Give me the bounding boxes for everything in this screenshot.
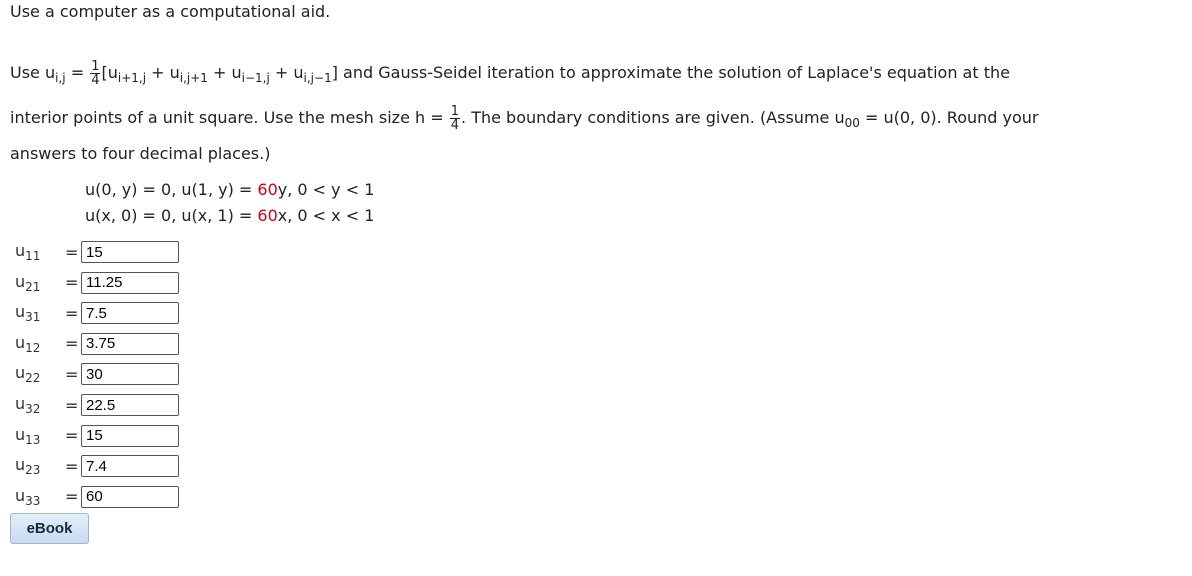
answer-input-u11[interactable]	[81, 241, 179, 263]
boundary-condition-2: u(x, 0) = 0, u(x, 1) = 60x, 0 < x < 1	[85, 206, 375, 225]
answer-input-u33[interactable]	[81, 486, 179, 508]
answer-row-u13	[15, 424, 179, 448]
variable-label: $u_{21}$	[15, 271, 41, 294]
answer-input-u21[interactable]	[81, 272, 179, 294]
equals-sign: =	[65, 456, 79, 476]
formula: $u_{i,j}$ = $\frac{1}{4}$ $[u_{i+1,j} + u_{i,j+1} + u_{i-1,j} + u_{i,j-1}]$	[44, 59, 338, 88]
answer-row-u22	[15, 362, 179, 386]
variable-label: $u_{13}$	[15, 424, 41, 447]
answer-row-u23	[15, 454, 179, 478]
answer-row-u31	[15, 301, 179, 325]
answer-input-u22[interactable]	[81, 363, 179, 385]
variable-label: $u_{32}$	[15, 394, 41, 416]
problem-line-1: Use $u_{i,j}$ = $\frac{1}{4}$ $[u_{i+1,j} + u_{i,j+1} + u_{i-1,j} + u_{i,j-1}]$ and Gauss-Seidel iteration to approximate the solution of Laplace's equation at the	[10, 59, 1010, 88]
boundary-condition-1: u(0, y) = 0, u(1, y) = 60y, 0 < y < 1	[85, 180, 375, 199]
variable-label: $u_{33}$	[15, 485, 41, 508]
equals-sign: =	[65, 242, 79, 262]
problem-line-3: answers to four decimal places.)	[10, 144, 271, 163]
answer-row-u32	[15, 393, 179, 417]
ebook-button[interactable]: eBook	[10, 513, 89, 544]
answer-input-u32[interactable]	[81, 394, 179, 416]
equals-sign: =	[65, 334, 79, 354]
answer-input-u12[interactable]	[81, 333, 179, 355]
variable-label: $u_{22}$	[15, 363, 41, 386]
answer-row-u33	[15, 485, 179, 509]
equals-sign: =	[65, 487, 79, 507]
equals-sign: =	[65, 303, 79, 323]
answer-input-u31[interactable]	[81, 302, 179, 324]
problem-line-2: interior points of a unit square. Use the mesh size h = $\frac{1}{4}$ . The boundary conditions are given. (Assume $u_{00} = u(0$, 0). Round your	[10, 104, 1039, 133]
answer-row-u21	[15, 271, 179, 295]
mesh-size: h = $\frac{1}{4}$ .	[415, 104, 467, 133]
answer-row-u12	[15, 332, 179, 356]
answer-row-u11	[15, 240, 179, 264]
variable-label: $u_{23}$	[15, 455, 41, 478]
instruction-text: Use a computer as a computational aid.	[10, 2, 331, 21]
variable-label: $u_{11}$	[15, 241, 41, 263]
equals-sign: =	[65, 273, 79, 293]
equals-sign: =	[65, 364, 79, 384]
equals-sign: =	[65, 395, 79, 415]
answer-input-u13[interactable]	[81, 425, 179, 447]
variable-label: $u_{31}$	[15, 302, 41, 325]
equals-sign: =	[65, 426, 79, 446]
variable-label: $u_{12}$	[15, 332, 41, 355]
answer-input-u23[interactable]	[81, 455, 179, 477]
